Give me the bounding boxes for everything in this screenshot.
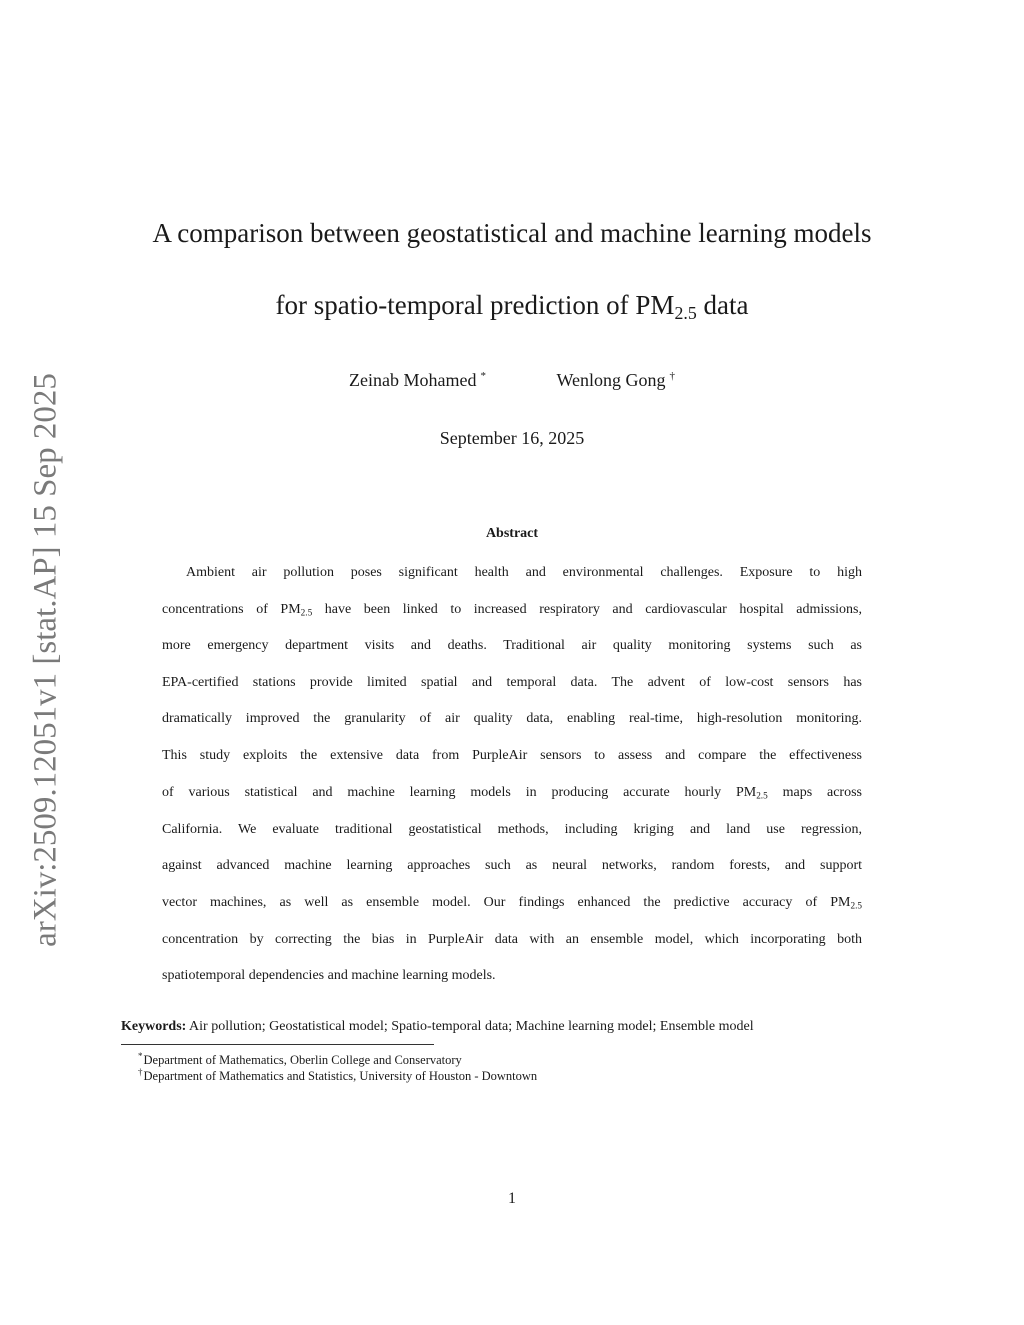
abstract-heading: Abstract — [485, 526, 539, 541]
abstract-text: maps across — [767, 785, 862, 800]
abstract-subscript: 2.5 — [756, 790, 768, 801]
paper-title-line-1: A comparison between geostatistical and machine learning models — [152, 218, 872, 248]
abstract-text: This study exploits the extensive data from PurpleAir sensors to assess and compare the effectiveness — [162, 748, 862, 763]
footnote-mark: † — [138, 1067, 143, 1077]
abstract-text: dramatically improved the granularity of air quality data, enabling real-time, high-resolution monitoring. — [162, 711, 862, 726]
author-1 — [349, 370, 486, 391]
abstract-text: Ambient air pollution poses significant health and environmental challenges. Exposure to high — [186, 565, 862, 580]
author-name: Zeinab Mohamed — [348, 370, 477, 390]
abstract-text: EPA-certified stations provide limited spatial and temporal data. The advent of low-cost sensors has — [162, 675, 862, 690]
abstract-line — [162, 783, 862, 803]
author-name: Wenlong Gong — [556, 370, 666, 390]
keywords — [121, 1017, 911, 1037]
abstract-line — [162, 893, 862, 913]
author-footnote-mark: * — [480, 370, 486, 382]
footnote-divider — [121, 1044, 434, 1045]
footnote-mark: * — [138, 1051, 143, 1061]
abstract-line — [162, 673, 862, 693]
footnote-text: Department of Mathematics, Oberlin College and Conservatory — [143, 1053, 462, 1067]
abstract-line — [162, 709, 862, 729]
abstract-text: against advanced machine learning approaches such as neural networks, random forests, and support — [162, 858, 862, 873]
abstract-line — [162, 966, 862, 986]
page-number: 1 — [508, 1190, 516, 1207]
abstract-subscript: 2.5 — [850, 900, 862, 911]
abstract-text: vector machines, as well as ensemble model. Our findings enhanced the predictive accuracy of PM — [162, 895, 851, 910]
title-subscript: 2.5 — [674, 302, 697, 323]
arxiv-identifier-stamp: arXiv:2509.12051v1 [stat.AP] 15 Sep 2025 — [27, 373, 64, 947]
title-text: for spatio-temporal prediction of PM — [275, 290, 675, 320]
publication-date: September 16, 2025 — [439, 428, 585, 448]
abstract-line — [186, 563, 862, 583]
abstract-text: of various statistical and machine learning models in producing accurate hourly PM — [162, 785, 757, 800]
abstract-line — [162, 930, 862, 950]
abstract-line — [162, 636, 862, 656]
keywords-label: Keywords: — [121, 1019, 187, 1034]
paper-title-line-2 — [0, 290, 1024, 321]
abstract-text: concentration by correcting the bias in PurpleAir data with an ensemble model, which incorporating both — [162, 932, 862, 947]
footnote-text: Department of Mathematics and Statistics, University of Houston - Downtown — [143, 1069, 538, 1083]
title-text-end: data — [696, 290, 749, 320]
footnote-affiliation-2 — [138, 1064, 537, 1084]
keywords-text: Air pollution; Geostatistical model; Spatio-temporal data; Machine learning model; Ensemble model — [186, 1019, 754, 1034]
abstract-text: have been linked to increased respiratory and cardiovascular hospital admissions, — [312, 602, 862, 617]
author-2 — [556, 370, 675, 391]
abstract-text: California. We evaluate traditional geostatistical methods, including kriging and land use regression, — [162, 822, 862, 837]
abstract-line — [162, 820, 862, 840]
author-list — [0, 370, 1024, 391]
abstract-text: more emergency department visits and deaths. Traditional air quality monitoring systems such as — [162, 638, 862, 653]
abstract-text: spatiotemporal dependencies and machine learning models. — [162, 968, 496, 983]
abstract-line — [162, 600, 862, 620]
author-footnote-mark: † — [669, 370, 675, 382]
abstract-text: concentrations of PM — [162, 602, 301, 617]
abstract-line — [162, 746, 862, 766]
abstract-line — [162, 856, 862, 876]
abstract-subscript: 2.5 — [300, 607, 313, 618]
